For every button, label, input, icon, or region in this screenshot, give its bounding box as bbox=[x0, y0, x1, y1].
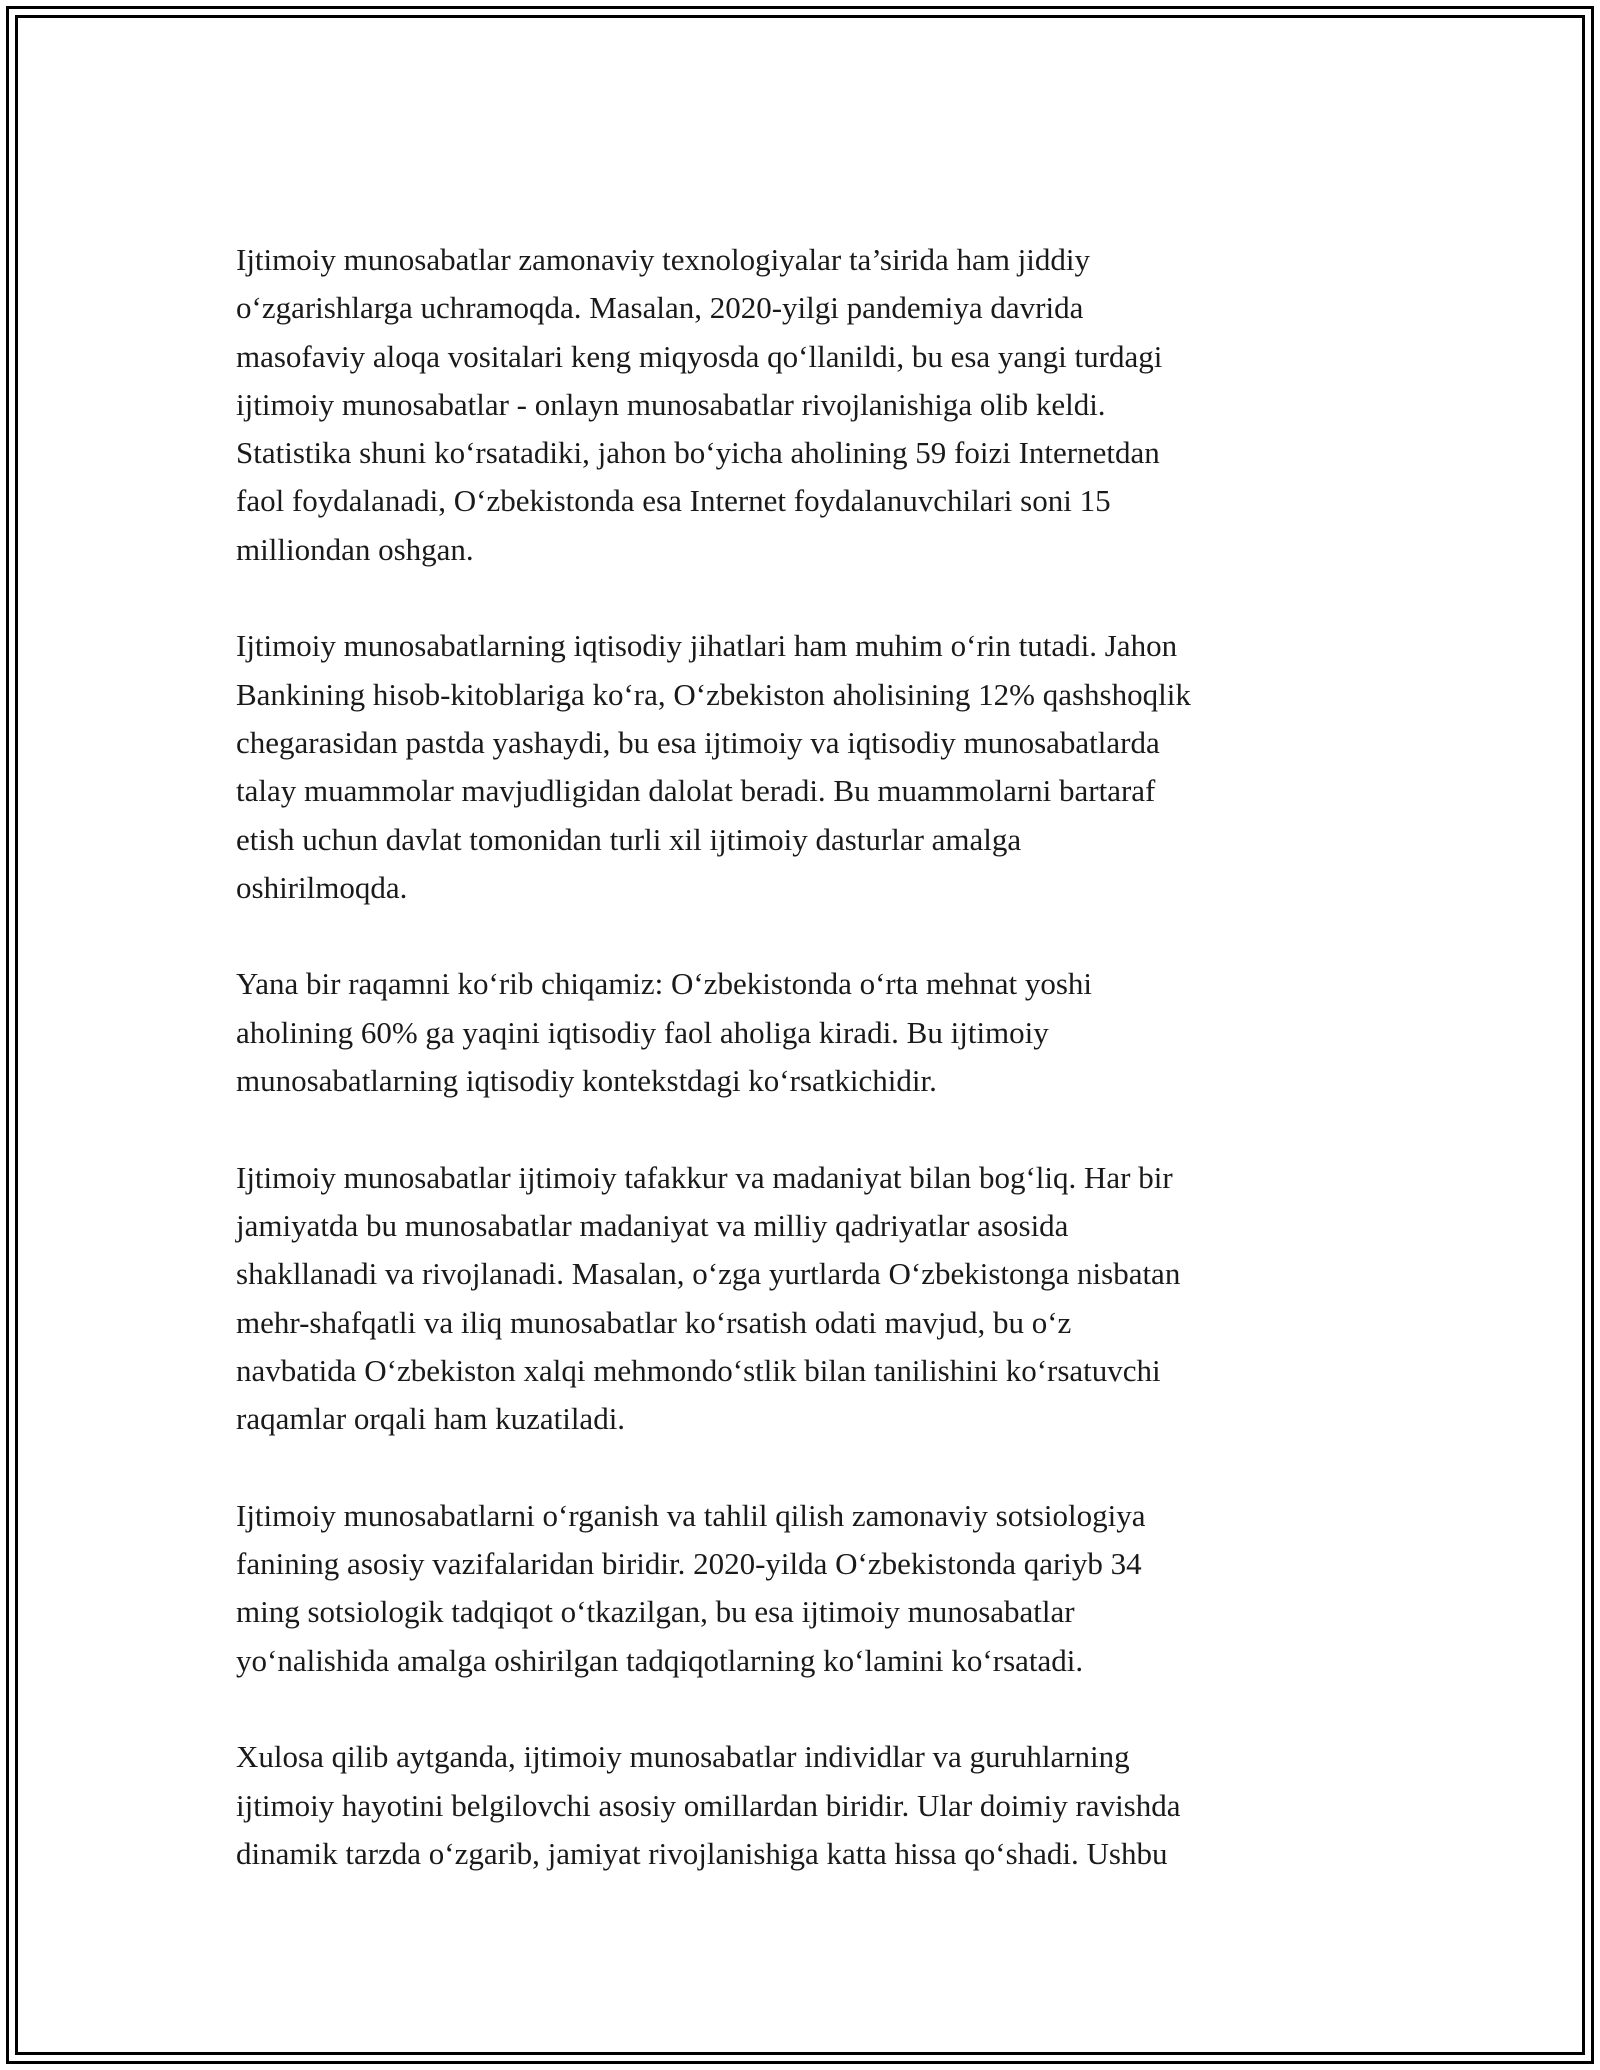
text-line: oshirilmoqda. bbox=[236, 869, 408, 905]
text-line: aholining 60% ga yaqini iqtisodiy faol aholiga kiradi. Bu ijtimoiy bbox=[236, 1014, 1049, 1050]
text-line: faol foydalanadi, O‘zbekistonda esa Internet foydalanuvchilari soni 15 bbox=[236, 483, 1111, 519]
text-line: Xulosa qilib aytganda, ijtimoiy munosabatlar individlar va guruhlarning bbox=[236, 1739, 1130, 1775]
text-line: talay muammolar mavjudligidan dalolat beradi. Bu muammolarni bartaraf bbox=[236, 773, 1156, 809]
text-line: yo‘nalishida amalga oshirilgan tadqiqotlarning ko‘lamini ko‘rsatadi. bbox=[236, 1642, 1084, 1678]
text-line: ijtimoiy munosabatlar - onlayn munosabatlar rivojlanishiga olib keldi. bbox=[236, 386, 1106, 422]
text-line: munosabatlarning iqtisodiy kontekstdagi ko‘rsatkichidir. bbox=[236, 1063, 937, 1099]
text-line: ijtimoiy hayotini belgilovchi asosiy omillardan biridir. Ular doimiy ravishda bbox=[236, 1787, 1181, 1823]
paragraph-3 bbox=[236, 960, 1376, 1105]
text-line: fanining asosiy vazifalaridan biridir. 2020-yilda O‘zbekistonda qariyb 34 bbox=[236, 1546, 1142, 1582]
text-line: Bankining hisob-kitoblariga ko‘ra, O‘zbekiston aholisining 12% qashshoqlik bbox=[236, 676, 1191, 712]
text-line: jamiyatda bu munosabatlar madaniyat va milliy qadriyatlar asosida bbox=[236, 1207, 1069, 1243]
text-line: Ijtimoiy munosabatlarning iqtisodiy jihatlari ham muhim o‘rin tutadi. Jahon bbox=[236, 628, 1178, 664]
text-line: Ijtimoiy munosabatlar ijtimoiy tafakkur va madaniyat bilan bog‘liq. Har bir bbox=[236, 1159, 1173, 1195]
paragraph-1 bbox=[236, 236, 1376, 574]
paragraph-6 bbox=[236, 1733, 1376, 1878]
text-line: raqamlar orqali ham kuzatiladi. bbox=[236, 1401, 626, 1437]
text-line: milliondan oshgan. bbox=[236, 531, 474, 567]
text-line: mehr-shafqatli va iliq munosabatlar ko‘rsatish odati mavjud, bu o‘z bbox=[236, 1304, 1072, 1340]
document-body bbox=[236, 236, 1376, 1926]
paragraph-2 bbox=[236, 622, 1376, 912]
text-line: chegarasidan pastda yashaydi, bu esa ijtimoiy va iqtisodiy munosabatlarda bbox=[236, 724, 1160, 760]
text-line: shakllanadi va rivojlanadi. Masalan, o‘zga yurtlarda O‘zbekistonga nisbatan bbox=[236, 1256, 1181, 1292]
text-line: ming sotsiologik tadqiqot o‘tkazilgan, bu esa ijtimoiy munosabatlar bbox=[236, 1594, 1075, 1630]
paragraph-5 bbox=[236, 1492, 1376, 1685]
text-line: Ijtimoiy munosabatlarni o‘rganish va tahlil qilish zamonaviy sotsiologiya bbox=[236, 1497, 1146, 1533]
text-line: masofaviy aloqa vositalari keng miqyosda qo‘llanildi, bu esa yangi turdagi bbox=[236, 338, 1163, 374]
text-line: etish uchun davlat tomonidan turli xil ijtimoiy dasturlar amalga bbox=[236, 821, 1022, 857]
text-line: Yana bir raqamni ko‘rib chiqamiz: O‘zbekistonda o‘rta mehnat yoshi bbox=[236, 966, 1093, 1002]
text-line: Statistika shuni ko‘rsatadiki, jahon bo‘yicha aholining 59 foizi Internetdan bbox=[236, 435, 1160, 471]
paragraph-4 bbox=[236, 1154, 1376, 1444]
text-line: navbatida O‘zbekiston xalqi mehmondo‘stlik bilan tanilishini ko‘rsatuvchi bbox=[236, 1352, 1161, 1388]
text-line: o‘zgarishlarga uchramoqda. Masalan, 2020-yilgi pandemiya davrida bbox=[236, 290, 1084, 326]
text-line: dinamik tarzda o‘zgarib, jamiyat rivojlanishiga katta hissa qo‘shadi. Ushbu bbox=[236, 1835, 1168, 1871]
text-line: Ijtimoiy munosabatlar zamonaviy texnologiyalar ta’sirida ham jiddiy bbox=[236, 242, 1091, 277]
